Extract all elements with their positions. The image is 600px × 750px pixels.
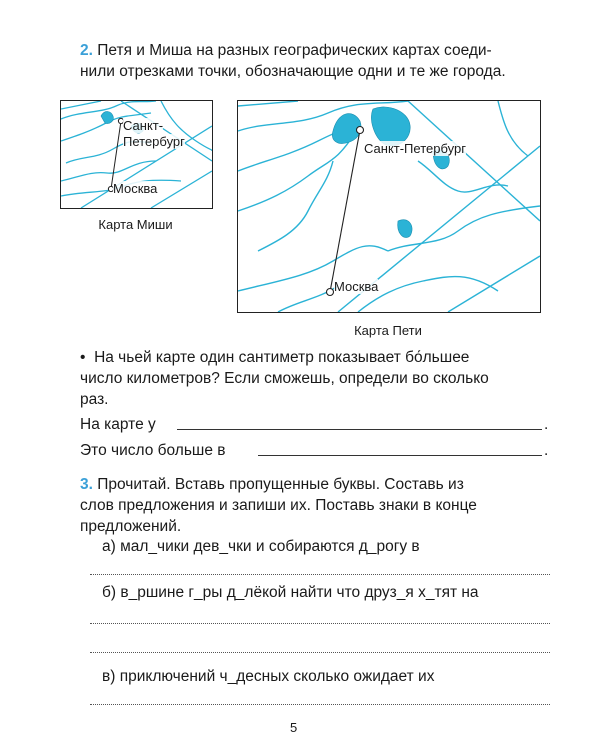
misha-map-city-moscow: Москва (113, 181, 158, 196)
question-line1: • На чьей карте один сантиметр показывает бо́льшее (80, 349, 470, 366)
task3-item-b: б) в_ршине г_ры д_лёкой найти что друз_я х_тят на (102, 584, 479, 601)
answer2-input-line[interactable] (258, 455, 542, 456)
task2-line1: 2. Петя и Миша на разных географических картах соеди- (80, 42, 492, 59)
task3-line2: слов предложения и запиши их. Поставь знаки в конце (80, 497, 477, 514)
question-line2: число километров? Если сможешь, определи во сколько (80, 370, 489, 387)
answer2-dot: . (544, 442, 549, 459)
task3-number: 3. (80, 476, 93, 493)
task2-text (80, 40, 546, 82)
task3-write-line-1[interactable] (90, 574, 550, 575)
task2-number: 2. (80, 42, 93, 59)
task3-item-c: в) приключений ч_десных сколько ожидает их (102, 668, 435, 685)
question-line3: раз. (80, 391, 109, 408)
task3-write-line-4[interactable] (90, 704, 550, 705)
petya-map-caption: Карта Пети (354, 323, 422, 338)
petya-map-city-spb: Санкт-Петербург (364, 141, 466, 156)
petya-map (237, 100, 541, 313)
page-number: 5 (290, 720, 298, 735)
misha-map-city-spb-a: Санкт- (123, 118, 164, 133)
misha-map-caption: Карта Миши (98, 217, 173, 232)
task3-item-a: а) мал_чики дев_чки и собираются д_рогу в (102, 538, 420, 555)
task3-line3: предложений. (80, 518, 182, 535)
answer1-input-line[interactable] (177, 429, 542, 430)
petya-map-city-moscow: Москва (334, 279, 379, 294)
answer2-label: Это число больше в (80, 442, 226, 459)
task3-write-line-2[interactable] (90, 623, 550, 624)
task2-line2: нили отрезками точки, обозначающие одни и те же города. (80, 63, 506, 80)
task3-text (80, 474, 552, 537)
misha-map (60, 100, 213, 209)
task3-line1: 3. Прочитай. Вставь пропущенные буквы. Составь из (80, 476, 464, 493)
misha-map-city-spb-b: Петербург (123, 134, 185, 149)
answer1-label: На карте у (80, 416, 156, 433)
answer1-dot: . (544, 416, 549, 433)
petya-map-drawing (238, 101, 540, 312)
task3-write-line-3[interactable] (90, 652, 550, 653)
question-block (80, 347, 550, 410)
